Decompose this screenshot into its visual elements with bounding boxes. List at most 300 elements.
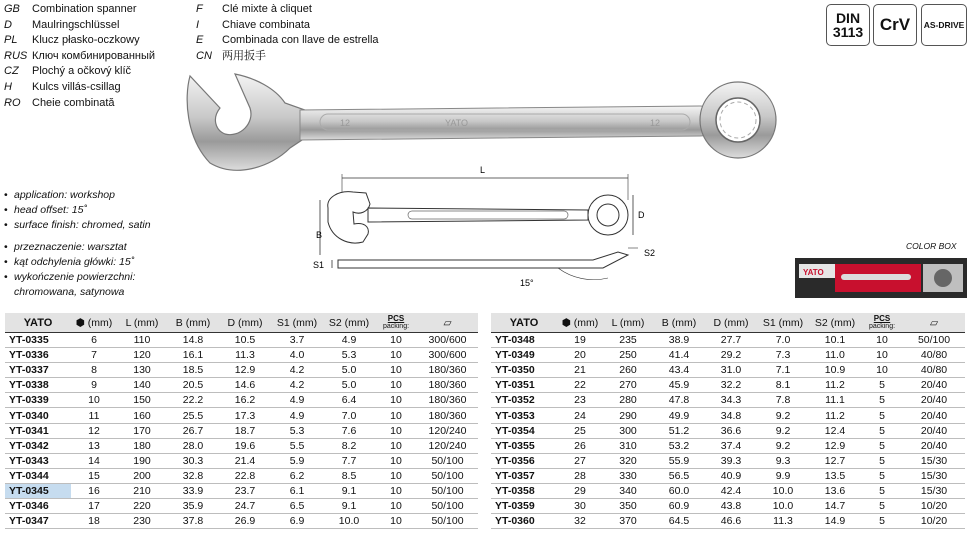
table-cell: 120/240 [417, 423, 478, 438]
socket-size-icon: ⬢ [561, 316, 571, 329]
L-header: L (mm) [117, 313, 167, 333]
table-row [5, 348, 478, 363]
table-cell: 37.8 [167, 514, 219, 529]
table-row [5, 438, 478, 453]
product-code-cell: YT-0352 [491, 393, 557, 408]
table-cell: 180/360 [417, 393, 478, 408]
product-code-cell: YT-0335 [5, 333, 71, 348]
table-row [491, 333, 965, 348]
table-cell: 27.7 [705, 333, 757, 348]
table-cell: 330 [603, 468, 653, 483]
table-cell: 9.2 [757, 408, 809, 423]
language-name: Klucz płasko-oczkowy [32, 34, 140, 47]
table-cell: 6.5 [271, 499, 323, 514]
language-row [4, 2, 155, 18]
table-cell: 6.1 [271, 483, 323, 498]
product-code-cell: YT-0341 [5, 423, 71, 438]
table-cell: 10 [861, 348, 903, 363]
as-drive-label: AS-DRIVE [923, 20, 965, 30]
table-cell: 53.2 [653, 438, 705, 453]
table-row [491, 408, 965, 423]
table-cell: 10 [375, 348, 417, 363]
table-row [5, 453, 478, 468]
table-row [5, 499, 478, 514]
table-cell: 18 [71, 514, 117, 529]
table-row [491, 423, 965, 438]
table-cell: 7.6 [323, 423, 375, 438]
table-cell: 26.9 [219, 514, 271, 529]
product-code-cell: YT-0359 [491, 499, 557, 514]
table-cell: 41.4 [653, 348, 705, 363]
B-header: B (mm) [653, 313, 705, 333]
table-cell: 15 [71, 468, 117, 483]
table-cell: 5 [861, 393, 903, 408]
product-code-cell: YT-0340 [5, 408, 71, 423]
language-row [4, 64, 155, 80]
language-row [196, 49, 379, 65]
table-cell: 60.0 [653, 483, 705, 498]
table-cell: 9 [71, 378, 117, 393]
din-badge [826, 4, 870, 46]
brand-header: YATO [5, 313, 71, 333]
table-cell: 11 [71, 408, 117, 423]
table-cell: 10/20 [903, 499, 965, 514]
table-cell: 260 [603, 363, 653, 378]
table-cell: 12 [71, 423, 117, 438]
table-cell: 14.6 [219, 378, 271, 393]
product-code-cell: YT-0344 [5, 468, 71, 483]
table-cell: 9.1 [323, 499, 375, 514]
table-cell: 29.2 [705, 348, 757, 363]
table-cell: 21.4 [219, 453, 271, 468]
table-cell: 19 [557, 333, 603, 348]
table-cell: 5.0 [323, 378, 375, 393]
table-cell: 210 [117, 483, 167, 498]
table-cell: 10 [375, 408, 417, 423]
language-code: F [196, 3, 203, 15]
table-cell: 20/40 [903, 438, 965, 453]
S1-header: S1 (mm) [271, 313, 323, 333]
language-row [4, 49, 155, 65]
table-row [5, 408, 478, 423]
table-cell: 7.8 [757, 393, 809, 408]
table-cell: 300/600 [417, 333, 478, 348]
box-header [903, 313, 965, 333]
language-name: Maulringschlüssel [32, 18, 120, 31]
table-cell: 43.4 [653, 363, 705, 378]
size-header: ⬢ (mm) [557, 313, 603, 333]
table-cell: 6.4 [323, 393, 375, 408]
feature-item: • przeznaczenie: warsztat [4, 240, 135, 255]
S1-header: S1 (mm) [757, 313, 809, 333]
table-cell: 4.0 [271, 348, 323, 363]
language-row [196, 33, 379, 49]
table-row [491, 348, 965, 363]
product-code-cell: YT-0342 [5, 438, 71, 453]
table-cell: 14 [71, 453, 117, 468]
language-list-left [4, 2, 155, 111]
table-cell: 16 [71, 483, 117, 498]
crv-badge [873, 4, 917, 46]
table-cell: 180 [117, 438, 167, 453]
table-cell: 32.2 [705, 378, 757, 393]
table-cell: 14.8 [167, 333, 219, 348]
language-code: RUS [4, 49, 28, 62]
table-cell: 9.1 [323, 483, 375, 498]
pcs-header: PCS packing: [375, 313, 417, 333]
din-number: 3113 [832, 24, 864, 40]
product-code-cell: YT-0355 [491, 438, 557, 453]
table-cell: 31.0 [705, 363, 757, 378]
table-cell: 6.9 [271, 514, 323, 529]
table-cell: 29 [557, 483, 603, 498]
table-cell: 37.4 [705, 438, 757, 453]
table-cell: 55.9 [653, 453, 705, 468]
table-cell: 11.0 [809, 348, 861, 363]
table-cell: 4.2 [271, 363, 323, 378]
table-cell: 22.8 [219, 468, 271, 483]
table-cell: 13.6 [809, 483, 861, 498]
table-cell: 32 [557, 514, 603, 529]
color-box-brand: YATO [803, 268, 824, 277]
svg-text:12: 12 [650, 118, 661, 128]
table-cell: 5 [861, 423, 903, 438]
feature-item: • surface finish: chromed, satin [4, 218, 151, 233]
table-cell: 10.0 [757, 483, 809, 498]
table-cell: 50/100 [417, 468, 478, 483]
table-cell: 39.3 [705, 453, 757, 468]
table-cell: 300 [603, 423, 653, 438]
table-cell: 8.2 [323, 438, 375, 453]
table-cell: 310 [603, 438, 653, 453]
as-drive-badge [921, 4, 967, 46]
angle-label: 15° [520, 278, 534, 288]
table-row [491, 378, 965, 393]
feature-item-continued: chromowana, satynowa [14, 286, 125, 298]
table-cell: 11.3 [757, 514, 809, 529]
table-cell: 140 [117, 378, 167, 393]
table-cell: 20/40 [903, 408, 965, 423]
table-cell: 10 [375, 499, 417, 514]
table-cell: 43.8 [705, 499, 757, 514]
spec-table-right [491, 313, 965, 529]
table-cell: 12.4 [809, 423, 861, 438]
table-cell: 32.8 [167, 468, 219, 483]
table-cell: 40/80 [903, 348, 965, 363]
table-cell: 40/80 [903, 363, 965, 378]
D-header: D (mm) [219, 313, 271, 333]
table-cell: 9.3 [757, 453, 809, 468]
table-cell: 28 [557, 468, 603, 483]
table-cell: 10 [375, 483, 417, 498]
table-cell: 25 [557, 423, 603, 438]
table-cell: 28.0 [167, 438, 219, 453]
box-icon: ▱ [929, 316, 939, 329]
table-cell: 7.0 [757, 333, 809, 348]
table-cell: 16.1 [167, 348, 219, 363]
table-cell: 11.1 [809, 393, 861, 408]
table-cell: 10 [861, 363, 903, 378]
table-cell: 16.2 [219, 393, 271, 408]
table-cell: 20/40 [903, 378, 965, 393]
table-cell: 4.9 [271, 408, 323, 423]
table-cell: 340 [603, 483, 653, 498]
table-cell: 50/100 [417, 499, 478, 514]
table-cell: 4.9 [323, 333, 375, 348]
product-code-cell: YT-0350 [491, 363, 557, 378]
dim-S1-label: S1 [313, 260, 325, 270]
table-cell: 20/40 [903, 393, 965, 408]
table-cell: 5.3 [323, 348, 375, 363]
table-cell: 24.7 [219, 499, 271, 514]
table-cell: 120 [117, 348, 167, 363]
table-cell: 45.9 [653, 378, 705, 393]
table-cell: 15/30 [903, 483, 965, 498]
table-row [5, 378, 478, 393]
table-cell: 4.9 [271, 393, 323, 408]
dim-S2-label: S2 [644, 248, 656, 258]
table-cell: 8.5 [323, 468, 375, 483]
table-cell: 5.9 [271, 453, 323, 468]
table-cell: 47.8 [653, 393, 705, 408]
table-cell: 35.9 [167, 499, 219, 514]
socket-size-icon: ⬢ [75, 316, 85, 329]
feature-item: • head offset: 15˚ [4, 203, 151, 218]
table-cell: 5.3 [271, 423, 323, 438]
table-cell: 23 [557, 393, 603, 408]
table-cell: 24 [557, 408, 603, 423]
table-cell: 120/240 [417, 438, 478, 453]
table-cell: 38.9 [653, 333, 705, 348]
language-code: CN [196, 49, 212, 62]
table-row [491, 438, 965, 453]
table-cell: 10 [375, 378, 417, 393]
language-name: Clé mixte à cliquet [222, 3, 312, 15]
table-cell: 7.1 [757, 363, 809, 378]
table-cell: 10 [375, 453, 417, 468]
table-cell: 5 [861, 438, 903, 453]
product-code-cell: YT-0353 [491, 408, 557, 423]
table-row [491, 363, 965, 378]
table-cell: 10/20 [903, 514, 965, 529]
product-code-cell: YT-0339 [5, 393, 71, 408]
product-code-cell: YT-0356 [491, 453, 557, 468]
S2-header: S2 (mm) [323, 313, 375, 333]
language-list-right [196, 2, 379, 64]
product-code-cell: YT-0358 [491, 483, 557, 498]
product-code-cell: YT-0351 [491, 378, 557, 393]
table-cell: 26.7 [167, 423, 219, 438]
table-row [491, 499, 965, 514]
features-pl [4, 240, 135, 300]
table-cell: 180/360 [417, 378, 478, 393]
table-cell: 10 [375, 438, 417, 453]
table-cell: 235 [603, 333, 653, 348]
crv-label: CrV [879, 15, 911, 34]
dim-D-label: D [638, 210, 645, 220]
table-cell: 12.7 [809, 453, 861, 468]
color-box-label: COLOR BOX [906, 241, 957, 251]
size-header: ⬢ (mm) [71, 313, 117, 333]
table-row [491, 468, 965, 483]
table-cell: 5 [861, 499, 903, 514]
language-name: Ключ комбинированный [32, 49, 156, 62]
language-code: CZ [4, 65, 19, 78]
language-row [4, 18, 155, 34]
table-cell: 18.7 [219, 423, 271, 438]
table-cell: 350 [603, 499, 653, 514]
table-cell: 22.2 [167, 393, 219, 408]
product-code-cell: YT-0336 [5, 348, 71, 363]
technical-drawing [308, 160, 668, 295]
box-header [417, 313, 478, 333]
language-code: H [4, 80, 12, 93]
table-row [5, 423, 478, 438]
table-cell: 12.9 [809, 438, 861, 453]
table-cell: 5 [861, 408, 903, 423]
table-row [491, 514, 965, 529]
table-cell: 51.2 [653, 423, 705, 438]
box-icon: ▱ [443, 316, 452, 329]
din-label: DIN [835, 10, 861, 26]
table-cell: 6.2 [271, 468, 323, 483]
table-cell: 280 [603, 393, 653, 408]
table-cell: 220 [117, 499, 167, 514]
language-name: Combination spanner [32, 3, 137, 15]
table-cell: 10 [375, 363, 417, 378]
table-cell: 180/360 [417, 363, 478, 378]
table-row [5, 468, 478, 483]
table-cell: 27 [557, 453, 603, 468]
table-cell: 34.3 [705, 393, 757, 408]
spec-table-left [5, 313, 478, 529]
table-cell: 25.5 [167, 408, 219, 423]
table-cell: 33.9 [167, 483, 219, 498]
table-cell: 320 [603, 453, 653, 468]
language-row [196, 18, 379, 34]
brand-header: YATO [491, 313, 557, 333]
product-code-cell: YT-0337 [5, 363, 71, 378]
table-cell: 56.5 [653, 468, 705, 483]
table-row [5, 483, 478, 498]
table-cell: 180/360 [417, 408, 478, 423]
product-code-cell: YT-0348 [491, 333, 557, 348]
L-header: L (mm) [603, 313, 653, 333]
S2-header: S2 (mm) [809, 313, 861, 333]
table-cell: 130 [117, 363, 167, 378]
table-cell: 10 [861, 333, 903, 348]
pcs-header: PCS packing: [861, 313, 903, 333]
table-cell: 11.3 [219, 348, 271, 363]
table-cell: 15/30 [903, 468, 965, 483]
table-cell: 10.0 [323, 514, 375, 529]
table-cell: 5 [861, 453, 903, 468]
table-cell: 5 [861, 378, 903, 393]
product-code-cell: YT-0345 [5, 483, 71, 498]
language-code: D [4, 18, 12, 31]
table-cell: 9.2 [757, 438, 809, 453]
table-cell: 50/100 [903, 333, 965, 348]
table-cell: 23.7 [219, 483, 271, 498]
feature-item: • application: workshop [4, 188, 151, 203]
table-cell: 26 [557, 438, 603, 453]
table-cell: 30 [557, 499, 603, 514]
table-cell: 13 [71, 438, 117, 453]
table-cell: 34.8 [705, 408, 757, 423]
table-row [491, 453, 965, 468]
table-cell: 36.6 [705, 423, 757, 438]
table-cell: 14.9 [809, 514, 861, 529]
language-name: Kulcs villás-csillag [32, 80, 121, 93]
B-header: B (mm) [167, 313, 219, 333]
table-cell: 40.9 [705, 468, 757, 483]
table-cell: 10.9 [809, 363, 861, 378]
table-cell: 14.7 [809, 499, 861, 514]
table-cell: 8.1 [757, 378, 809, 393]
table-cell: 19.6 [219, 438, 271, 453]
table-cell: 7.7 [323, 453, 375, 468]
table-cell: 190 [117, 453, 167, 468]
table-cell: 20/40 [903, 423, 965, 438]
product-code-cell: YT-0347 [5, 514, 71, 529]
table-cell: 300/600 [417, 348, 478, 363]
table-cell: 42.4 [705, 483, 757, 498]
table-cell: 22 [557, 378, 603, 393]
table-cell: 250 [603, 348, 653, 363]
table-cell: 18.5 [167, 363, 219, 378]
table-cell: 11.2 [809, 378, 861, 393]
table-cell: 17.3 [219, 408, 271, 423]
table-cell: 12.9 [219, 363, 271, 378]
table-cell: 9.9 [757, 468, 809, 483]
table-cell: 5 [861, 514, 903, 529]
table-cell: 64.5 [653, 514, 705, 529]
svg-text:YATO: YATO [445, 118, 469, 128]
table-cell: 50/100 [417, 483, 478, 498]
table-cell: 4.2 [271, 378, 323, 393]
table-cell: 5 [861, 483, 903, 498]
table-cell: 150 [117, 393, 167, 408]
table-cell: 5 [861, 468, 903, 483]
product-code-cell: YT-0354 [491, 423, 557, 438]
table-cell: 10 [375, 423, 417, 438]
table-cell: 13.5 [809, 468, 861, 483]
table-cell: 290 [603, 408, 653, 423]
product-code-cell: YT-0349 [491, 348, 557, 363]
language-row [4, 33, 155, 49]
language-code: E [196, 34, 204, 47]
table-row [5, 363, 478, 378]
product-code-cell: YT-0360 [491, 514, 557, 529]
language-name: 两用扳手 [222, 49, 266, 62]
table-header-row [491, 313, 965, 333]
table-cell: 7.0 [323, 408, 375, 423]
table-cell: 8 [71, 363, 117, 378]
table-cell: 10 [71, 393, 117, 408]
table-cell: 11.2 [809, 408, 861, 423]
table-cell: 50/100 [417, 514, 478, 529]
language-name: Plochý a očkový klíč [32, 65, 132, 78]
table-cell: 270 [603, 378, 653, 393]
table-cell: 10.0 [757, 499, 809, 514]
table-cell: 7.3 [757, 348, 809, 363]
table-cell: 10.5 [219, 333, 271, 348]
product-code-cell: YT-0346 [5, 499, 71, 514]
color-box-image [795, 252, 967, 302]
feature-item: • wykończenie powierzchni: [4, 270, 135, 285]
product-code-cell: YT-0338 [5, 378, 71, 393]
table-row [491, 483, 965, 498]
